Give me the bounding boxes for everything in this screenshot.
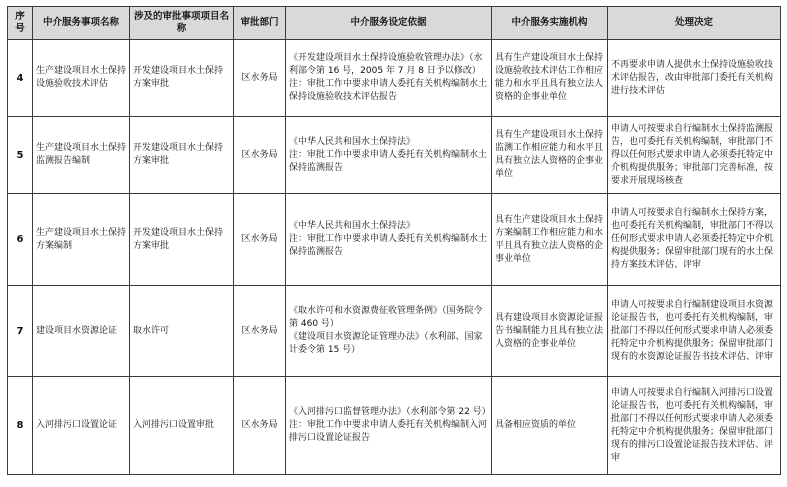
provider-cell: 具有生产建设项目水土保持监测工作相应能力和水平且具有独立法人资格的企事业单位 — [492, 117, 608, 194]
basis-line: 《中华人民共和国水土保持法》 — [289, 136, 416, 147]
table-row — [8, 40, 781, 117]
provider-cell: 具有生产建设项目水土保持设施验收技术评估工作相应能力和水平且具有独立法人资格的企事业单位 — [492, 40, 608, 117]
provider-cell: 具有建设项目水资源论证报告书编制能力且具有独立法人资格的企事业单位 — [492, 286, 608, 377]
service-name-cell: 生产建设项目水土保持设施验收技术评估 — [33, 40, 130, 117]
approval-item-cell: 开发建设项目水土保持方案审批 — [130, 40, 234, 117]
approval-item-cell: 开发建设项目水土保持方案审批 — [130, 194, 234, 286]
basis-cell — [286, 117, 492, 194]
table-row — [8, 286, 781, 377]
department-cell: 区水务局 — [234, 286, 286, 377]
basis-cell — [286, 40, 492, 117]
basis-note: 注：审批工作中要求申请人委托有关机构编制水土保持监测报告 — [289, 234, 488, 257]
service-name-cell: 入河排污口设置论证 — [33, 377, 130, 475]
row-number: 6 — [8, 194, 33, 286]
department-cell: 区水务局 — [234, 194, 286, 286]
table-row — [8, 377, 781, 475]
decision-cell: 申请人可按要求自行编制入河排污口设置论证报告书，也可委托有关机构编制，审批部门不得以任何形式要求申请人必须委托特定中介机构提供服务；保留审批部门现有的排污口设置论证报告技术评估、评审 — [608, 377, 781, 475]
basis-line: 《开发建设项目水土保持设施验收管理办法》（水利部令第 16 号，2005 年 7 月 8 日予以修改） — [289, 53, 483, 76]
provider-cell: 具有生产建设项目水土保持方案编制工作相应能力和水平且具有独立法人资格的企事业单位 — [492, 194, 608, 286]
basis-cell — [286, 377, 492, 475]
department-cell: 区水务局 — [234, 377, 286, 475]
table-row — [8, 117, 781, 194]
department-cell: 区水务局 — [234, 117, 286, 194]
basis-note: 注：审批工作中要求申请人委托有关机构编制入河排污口设置论证报告 — [289, 420, 488, 443]
decision-cell: 申请人可按要求自行编制水土保持方案，也可委托有关机构编制，审批部门不得以任何形式要求申请人必须委托特定中介机构提供服务；保留审批部门现有的水土保持方案技术评估、评审 — [608, 194, 781, 286]
row-number: 5 — [8, 117, 33, 194]
service-name-cell: 生产建设项目水土保持监测报告编制 — [33, 117, 130, 194]
approval-item-cell: 开发建设项目水土保持方案审批 — [130, 117, 234, 194]
approval-item-cell: 取水许可 — [130, 286, 234, 377]
table-row — [8, 194, 781, 286]
header-service-name: 中介服务事项名称 — [33, 7, 130, 40]
header-department: 审批部门 — [234, 7, 286, 40]
decision-cell: 不再要求申请人提供水土保持设施验收技术评估报告，改由审批部门委托有关机构进行技术评估 — [608, 40, 781, 117]
basis-cell — [286, 286, 492, 377]
row-number: 7 — [8, 286, 33, 377]
decision-cell: 申请人可按要求自行编制水土保持监测报告，也可委托有关机构编制，审批部门不得以任何形式要求申请人必须委托特定中介机构提供服务；审批部门完善标准，按要求开展现场核查 — [608, 117, 781, 194]
basis-cell — [286, 194, 492, 286]
header-provider: 中介服务实施机构 — [492, 7, 608, 40]
table-header-row — [8, 7, 781, 40]
row-number: 4 — [8, 40, 33, 117]
decision-cell: 申请人可按要求自行编制建设项目水资源论证报告书，也可委托有关机构编制，审批部门不得以任何形式要求申请人必须委托特定中介机构提供服务；保留审批部门现有的水资源论证报告书技术评估、评审 — [608, 286, 781, 377]
basis-line: 《建设项目水资源论证管理办法》（水利部、国家计委令第 15 号） — [289, 332, 483, 355]
basis-line: 《入河排污口监督管理办法》（水利部令第 22 号） — [289, 407, 491, 417]
service-name-cell: 生产建设项目水土保持方案编制 — [33, 194, 130, 286]
header-basis: 中介服务设定依据 — [286, 7, 492, 40]
header-decision: 处理决定 — [608, 7, 781, 40]
header-no: 序号 — [8, 7, 33, 40]
approval-item-cell: 入河排污口设置审批 — [130, 377, 234, 475]
basis-line: 《取水许可和水资源费征收管理条例》（国务院令第 460 号） — [289, 306, 483, 329]
basis-line: 《中华人民共和国水土保持法》 — [289, 221, 416, 231]
department-cell: 区水务局 — [234, 40, 286, 117]
header-approval-item: 涉及的审批事项项目名称 — [130, 7, 234, 40]
intermediary-services-table — [7, 6, 781, 475]
provider-cell: 具备相应资质的单位 — [492, 377, 608, 475]
row-number: 8 — [8, 377, 33, 475]
basis-note: 注：审批工作中要求申请人委托有关机构编制水土保持设施验收技术评估报告 — [289, 79, 488, 102]
service-name-cell: 建设项目水资源论证 — [33, 286, 130, 377]
basis-note: 注：审批工作中要求申请人委托有关机构编制水土保持监测报告 — [289, 149, 488, 173]
